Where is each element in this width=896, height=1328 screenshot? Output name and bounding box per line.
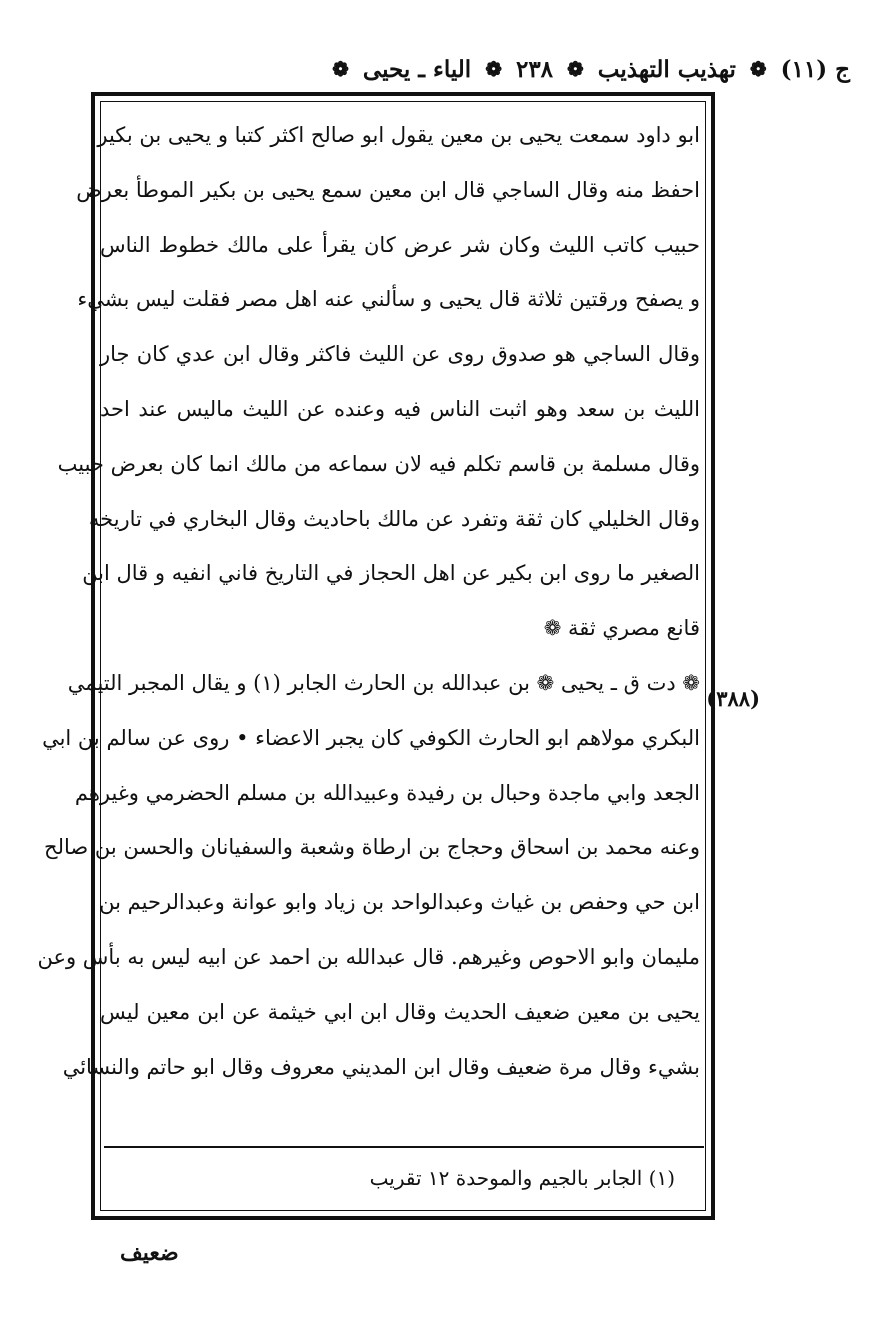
running-header [60, 52, 850, 86]
text-line: احفظ منه وقال الساجي قال ابن معين سمع يحيى بن بكير الموطأ بعرض [76, 177, 700, 202]
ornament-icon: ❁ [332, 57, 349, 81]
text-line: و يصفح ورقتين ثلاثة قال يحيى و سألني عنه اهل مصر فقلت ليس بشيء [77, 287, 700, 312]
text-line: الليث بن سعد وهو اثبت الناس فيه وعنده عن الليث ماليس عند احد [100, 396, 700, 421]
text-line: البكري مولاهم ابو الحارث الكوفي كان يجبر الاعضاء • روى عن سالم بن ابي [42, 725, 700, 750]
ornament-icon: ❁ [567, 57, 584, 81]
text-line: مليمان وابو الاحوص وغيرهم. قال عبدالله بن احمد عن ابيه ليس به بأس وعن [37, 944, 700, 969]
book-title: تهذيب التهذيب [597, 55, 736, 83]
page-number: ٢٣٨ [515, 55, 554, 83]
text-line: بشيء وقال مرة ضعيف وقال ابن المديني معروف وقال ابو حاتم والنسائي [62, 1054, 700, 1079]
text-line: وعنه محمد بن اسحاق وحجاج بن ارطاة وشعبة والسفيانان والحسن بن صالح [44, 835, 700, 860]
text-line: وقال الساجي هو صدوق روى عن الليث فاكثر وقال ابن عدي كان جار [100, 342, 700, 367]
footnote-divider [104, 1146, 704, 1148]
text-line: الصغير ما روى ابن بكير عن اهل الحجاز في التاريخ فاني انفيه و قال ابن [82, 561, 700, 586]
text-line: ابن حي وحفص بن غياث وعبدالواحد بن زياد وابو عوانة وعبدالرحيم بن [99, 890, 700, 915]
section-title: الياء ـ يحيى [362, 55, 472, 83]
text-line: حبيب كاتب الليث وكان شر عرض كان يقرأ على مالك خطوط الناس [100, 232, 700, 257]
catchword: ضعيف [120, 1240, 179, 1266]
entry-heading-line: ❁ دت ق ـ يحيى ❁ بن عبدالله بن الحارث الجابر (١) و يقال المجبر التيمي [67, 670, 700, 695]
ornament-icon: ❁ [749, 57, 767, 81]
text-line: الجعد وابي ماجدة وحبال بن رفيدة وعبيدالله بن مسلم الحضرمي وغيرهم [74, 780, 700, 805]
text-line: وقال الخليلي كان ثقة وتفرد عن مالك باحاديث وقال البخاري في تاريخه [88, 506, 700, 531]
text-line: ابو داود سمعت يحيى بن معين يقول ابو صالح اكثر كتبا و يحيى بن بكير [97, 123, 700, 147]
entry-number: (٣٨٨) [706, 686, 760, 711]
footnote: (١) الجابر بالجيم والموحدة ١٢ تقريب [369, 1166, 675, 1190]
text-line: وقال مسلمة بن قاسم تكلم فيه لان سماعه من مالك انما كان بعرض حبيب [57, 451, 700, 476]
text-line: يحيى بن معين ضعيف الحديث وقال ابن ابي خيثمة عن ابن معين ليس [100, 999, 700, 1024]
ornament-icon: ❁ [485, 57, 502, 81]
volume-label: ج (١١) [780, 55, 850, 83]
text-line: قانع مصري ثقة ❁ [543, 616, 700, 641]
main-text [37, 108, 700, 1094]
